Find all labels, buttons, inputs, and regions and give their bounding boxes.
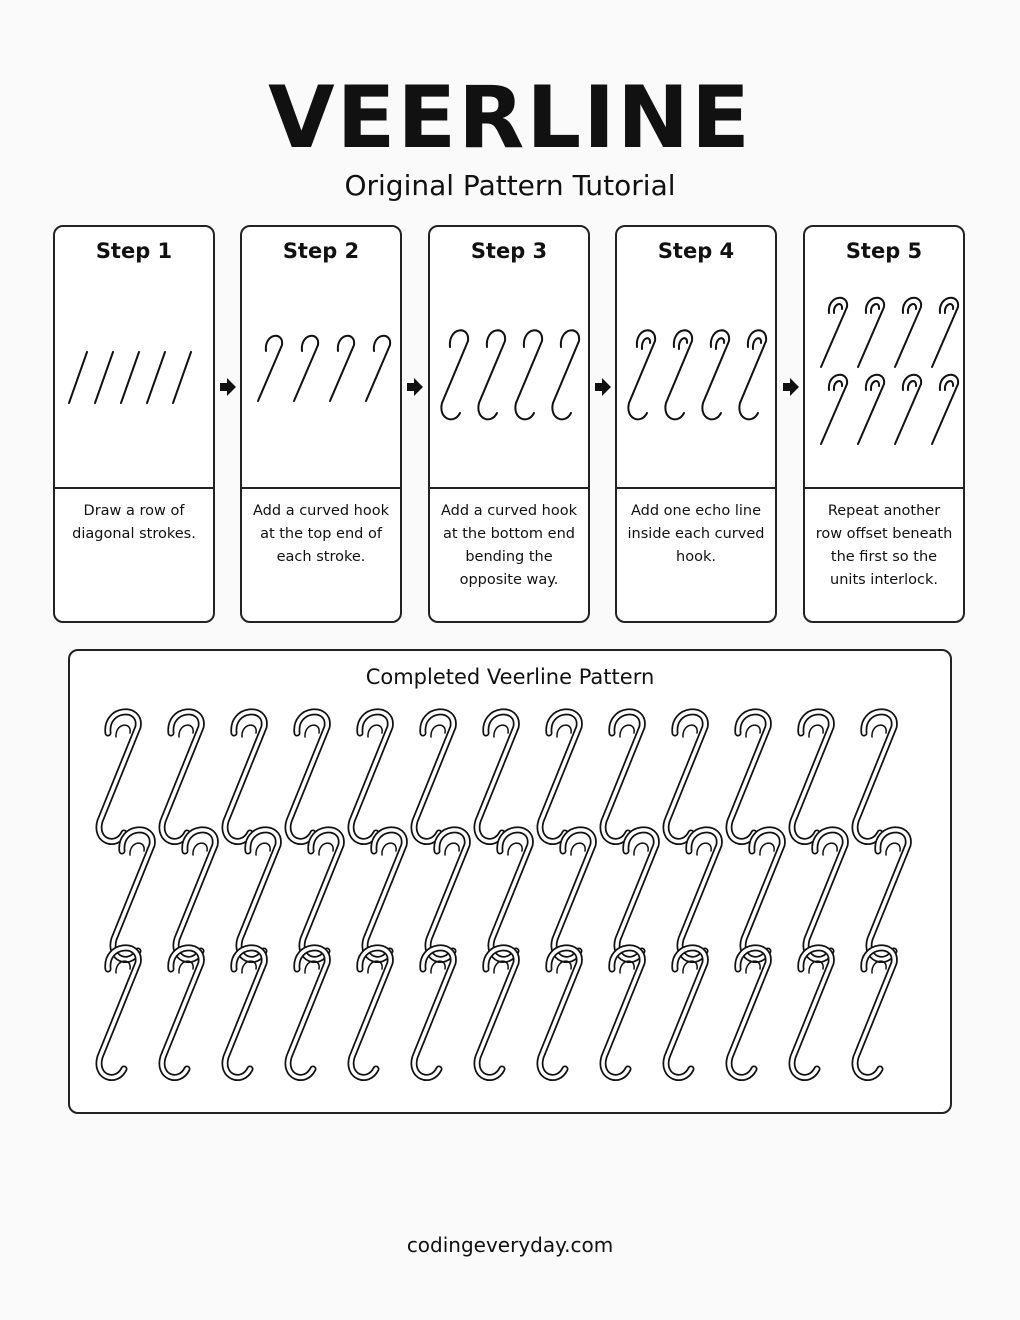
pattern-hook-unit <box>113 830 152 960</box>
step-description: Add a curved hook at the top end of each stroke. <box>253 503 389 565</box>
pattern-hook-unit <box>477 948 516 1078</box>
pattern-hook-unit <box>855 712 894 842</box>
pattern-hook-unit <box>477 712 516 842</box>
divider <box>55 487 213 489</box>
pattern-hook-unit <box>99 948 138 1078</box>
pattern-hook-unit <box>428 830 467 960</box>
pattern-hook-unit <box>239 830 278 960</box>
step-title: Step 2 <box>282 239 360 263</box>
page-subtitle: Original Pattern Tutorial <box>344 169 676 202</box>
pattern-hook-unit <box>365 830 404 960</box>
pattern-hook-unit <box>225 712 264 842</box>
pattern-hook-unit <box>680 830 719 960</box>
pattern-hook-unit <box>414 712 453 842</box>
divider <box>242 487 400 489</box>
arrow-right-icon <box>219 376 237 398</box>
pattern-hook-unit <box>792 712 831 842</box>
step-title: Step 4 <box>657 239 735 263</box>
pattern-hook-unit <box>176 830 215 960</box>
veerline-pattern-diagram <box>70 651 952 1114</box>
step-1-diagram <box>55 227 217 487</box>
step-3-diagram <box>430 227 592 487</box>
divider <box>430 487 588 489</box>
pattern-hook-unit <box>491 830 530 960</box>
pattern-hook-unit <box>869 830 908 960</box>
step-card-5 <box>803 225 965 623</box>
pattern-hook-unit <box>540 712 579 842</box>
pattern-hook-unit <box>162 712 201 842</box>
pattern-hook-unit <box>617 830 656 960</box>
pattern-hook-unit <box>603 712 642 842</box>
step-card-1 <box>53 225 215 623</box>
pattern-hook-unit <box>603 948 642 1078</box>
pattern-hook-unit <box>288 948 327 1078</box>
step-card-3 <box>428 225 590 623</box>
pattern-hook-unit <box>288 712 327 842</box>
pattern-hook-unit <box>414 948 453 1078</box>
pattern-hook-unit <box>554 830 593 960</box>
pattern-hook-unit <box>99 712 138 842</box>
arrow-right-icon <box>782 376 800 398</box>
page-title: VEERLINE <box>268 68 752 168</box>
pattern-hook-unit <box>225 948 264 1078</box>
completed-pattern-panel <box>68 649 952 1114</box>
pattern-hook-unit <box>351 712 390 842</box>
step-description: Repeat another row offset beneath the first so the units interlock. <box>815 503 953 588</box>
pattern-hook-unit <box>729 712 768 842</box>
step-title: Step 1 <box>95 239 173 263</box>
pattern-hook-unit <box>540 948 579 1078</box>
step-card-2 <box>240 225 402 623</box>
pattern-hook-unit <box>806 830 845 960</box>
pattern-hook-unit <box>743 830 782 960</box>
arrow-right-icon <box>406 376 424 398</box>
completed-pattern-title: Completed Veerline Pattern <box>365 665 655 689</box>
pattern-hook-unit <box>729 948 768 1078</box>
step-4-diagram <box>617 227 779 487</box>
pattern-hook-unit <box>302 830 341 960</box>
step-description: Add one echo line inside each curved hook. <box>627 503 765 565</box>
divider <box>617 487 775 489</box>
pattern-hook-unit <box>792 948 831 1078</box>
step-5-diagram <box>805 227 967 487</box>
pattern-hook-unit <box>666 948 705 1078</box>
step-description: Draw a row of diagonal strokes. <box>72 503 196 542</box>
pattern-hook-unit <box>855 948 894 1078</box>
pattern-hook-unit <box>162 948 201 1078</box>
step-description: Add a curved hook at the bottom end bending the opposite way. <box>441 503 577 588</box>
step-title: Step 3 <box>470 239 548 263</box>
step-2-diagram <box>242 227 404 487</box>
step-card-4 <box>615 225 777 623</box>
divider <box>805 487 963 489</box>
footer-site: codingeveryday.com <box>406 1233 614 1257</box>
pattern-hook-unit <box>666 712 705 842</box>
pattern-hook-unit <box>351 948 390 1078</box>
arrow-right-icon <box>594 376 612 398</box>
step-title: Step 5 <box>845 239 923 263</box>
